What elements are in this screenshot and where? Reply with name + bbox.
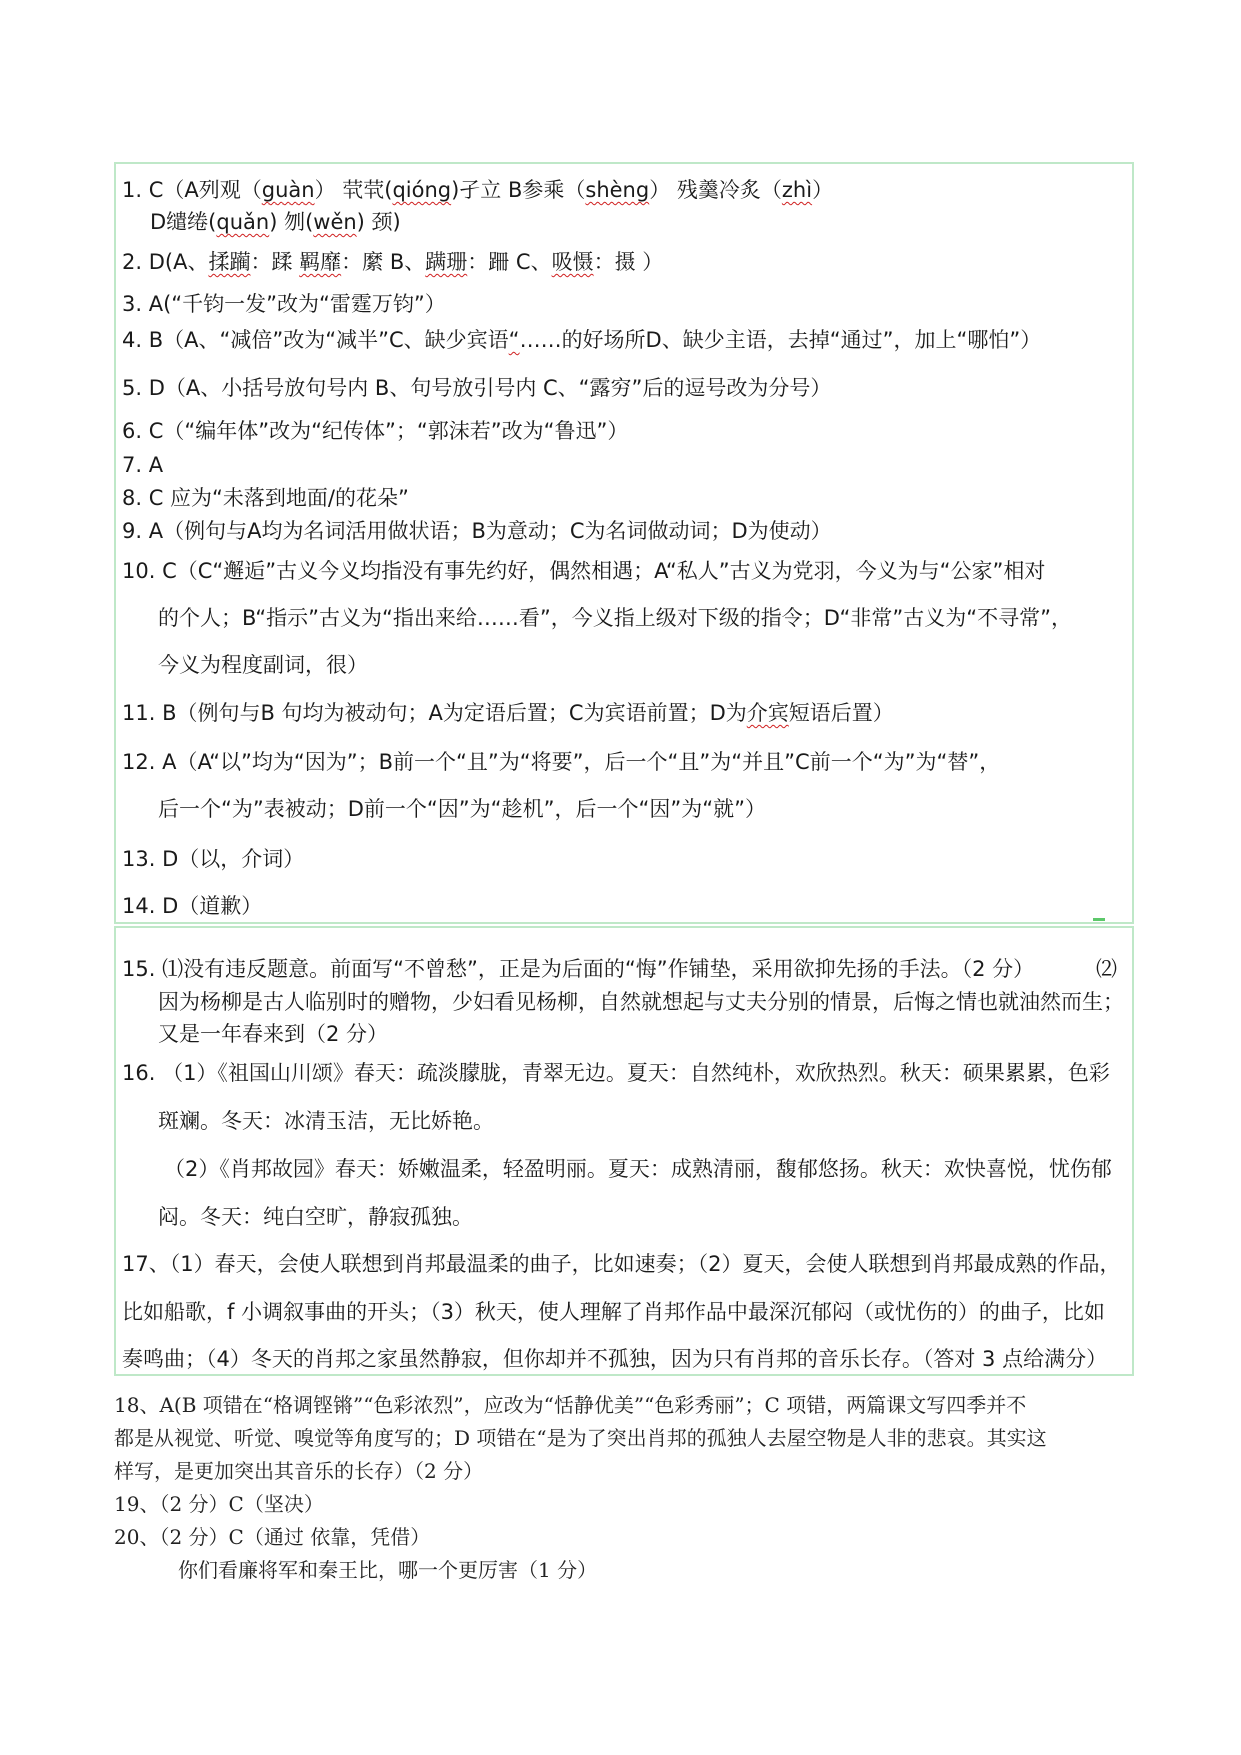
answer-12: 12. A（A“以”均为“因为”；B前一个“且”为“将要”，后一个“且”为“并且”C前一个“为”为“替”， (122, 750, 1001, 774)
answer-16: 16. （1）《祖国山川颂》春天：疏淡朦胧，青翠无边。夏天：自然纯朴，欢欣热烈。秋天：硕果累累，色彩 (122, 1061, 1110, 1085)
answer-4: 4. B（A、“减倍”改为“减半”C、缺少宾语“……的好场所D、缺少主语，去掉“通过”，加上“哪怕”） (122, 328, 1042, 352)
answer-17-cont-1: 比如船歌，f 小调叙事曲的开头；（3）秋天，使人理解了肖邦作品中最深沉郁闷（或忧伤的）的曲子，比如 (122, 1300, 1105, 1324)
answer-14: 14. D（道歉） (122, 894, 263, 918)
answer-13: 13. D（以，介词） (122, 847, 305, 871)
answer-6: 6. C（“编年体”改为“纪传体”；“郭沫若”改为“鲁迅”） (122, 419, 629, 443)
answer-10: 10. C（C“邂逅”古义今义均指没有事先约好，偶然相遇；A“私人”古义为党羽，今义为与“公家”相对 (122, 559, 1046, 583)
answer-18: 18、A(B 项错在“格调铿锵”“色彩浓烈”，应改为“恬静优美”“色彩秀丽”；C 项错，两篇课文写四季并不 (114, 1393, 1027, 1417)
answer-17-cont-2: 奏鸣曲；（4）冬天的肖邦之家虽然静寂，但你却并不孤独，因为只有肖邦的音乐长存。（答对 3 点给满分） (122, 1347, 1108, 1371)
answer-1-cont: D缱绻(quǎn) 刎(wěn) 颈) (150, 210, 401, 234)
answer-15-cont-1: 因为杨柳是古人临别时的赠物，少妇看见杨柳，自然就想起与丈夫分别的情景，后悔之情也就油然而生； (158, 990, 1124, 1014)
answer-9: 9. A（例句与A均为名词活用做状语；B为意动；C为名词做动词；D为使动） (122, 519, 832, 543)
answer-12-cont: 后一个“为”表被动；D前一个“因”为“趁机”，后一个“因”为“就”） (158, 797, 766, 821)
answer-15: 15. ⑴没有违反题意。前面写“不曾愁”，正是为后面的“悔”作铺垫，采用欲抑先扬的手法。（2 分） (122, 957, 1035, 981)
answer-10-cont-1: 的个人；B“指示”古义为“指出来给……看”，今义指上级对下级的指令；D“非常”古义为“不寻常”， (158, 606, 1072, 630)
answer-1: 1. C（A列观（guàn） 茕茕(qióng)孑立 B参乘（shèng） 残羹冷炙（zhì） (122, 178, 834, 202)
answer-15-part-2-label: ⑵ (1096, 957, 1117, 981)
answer-8: 8. C 应为“未落到地面/的花朵” (122, 486, 409, 510)
answer-20-cont: 你们看廉将军和秦王比，哪一个更厉害（1 分） (178, 1558, 598, 1582)
answer-17: 17、（1）春天，会使人联想到肖邦最温柔的曲子，比如速奏；（2）夏天，会使人联想到肖邦最成熟的作品， (122, 1252, 1121, 1276)
answer-19: 19、（2 分）C（坚决） (114, 1492, 324, 1516)
answer-15-cont-2: 又是一年春来到（2 分） (158, 1022, 389, 1046)
answer-20: 20、（2 分）C（通过 依靠，凭借） (114, 1525, 431, 1549)
answer-7: 7. A (122, 453, 164, 477)
answer-18-cont-2: 样写，是更加突出其音乐的长存）（2 分） (114, 1459, 484, 1483)
answer-10-cont-2: 今义为程度副词，很） (158, 653, 368, 677)
answer-16-cont-1: 斑斓。冬天：冰清玉洁，无比娇艳。 (158, 1109, 494, 1133)
answer-18-cont-1: 都是从视觉、听觉、嗅觉等角度写的；D 项错在“是为了突出肖邦的孤独人去屋空物是人非的悲哀。其实这 (114, 1426, 1047, 1450)
answer-3: 3. A(“千钧一发”改为“雷霆万钧”） (122, 292, 446, 316)
answer-2: 2. D(A、揉躏：蹂 羁靡：縻 B、蹒珊：跚 C、吸慑：摄 ） (122, 250, 664, 274)
answer-16-part-2: （2）《肖邦故园》春天：娇嫩温柔，轻盈明丽。夏天：成熟清丽，馥郁悠扬。秋天：欢快喜悦，忧伤郁 (164, 1157, 1112, 1181)
answer-16-cont-2: 闷。冬天：纯白空旷，静寂孤独。 (158, 1205, 473, 1229)
answer-11: 11. B（例句与B 句均为被动句；A为定语后置；C为宾语前置；D为介宾短语后置） (122, 701, 894, 725)
green-mark (1093, 918, 1105, 921)
answer-5: 5. D（A、小括号放句号内 B、句号放引号内 C、“露穷”后的逗号改为分号） (122, 376, 832, 400)
